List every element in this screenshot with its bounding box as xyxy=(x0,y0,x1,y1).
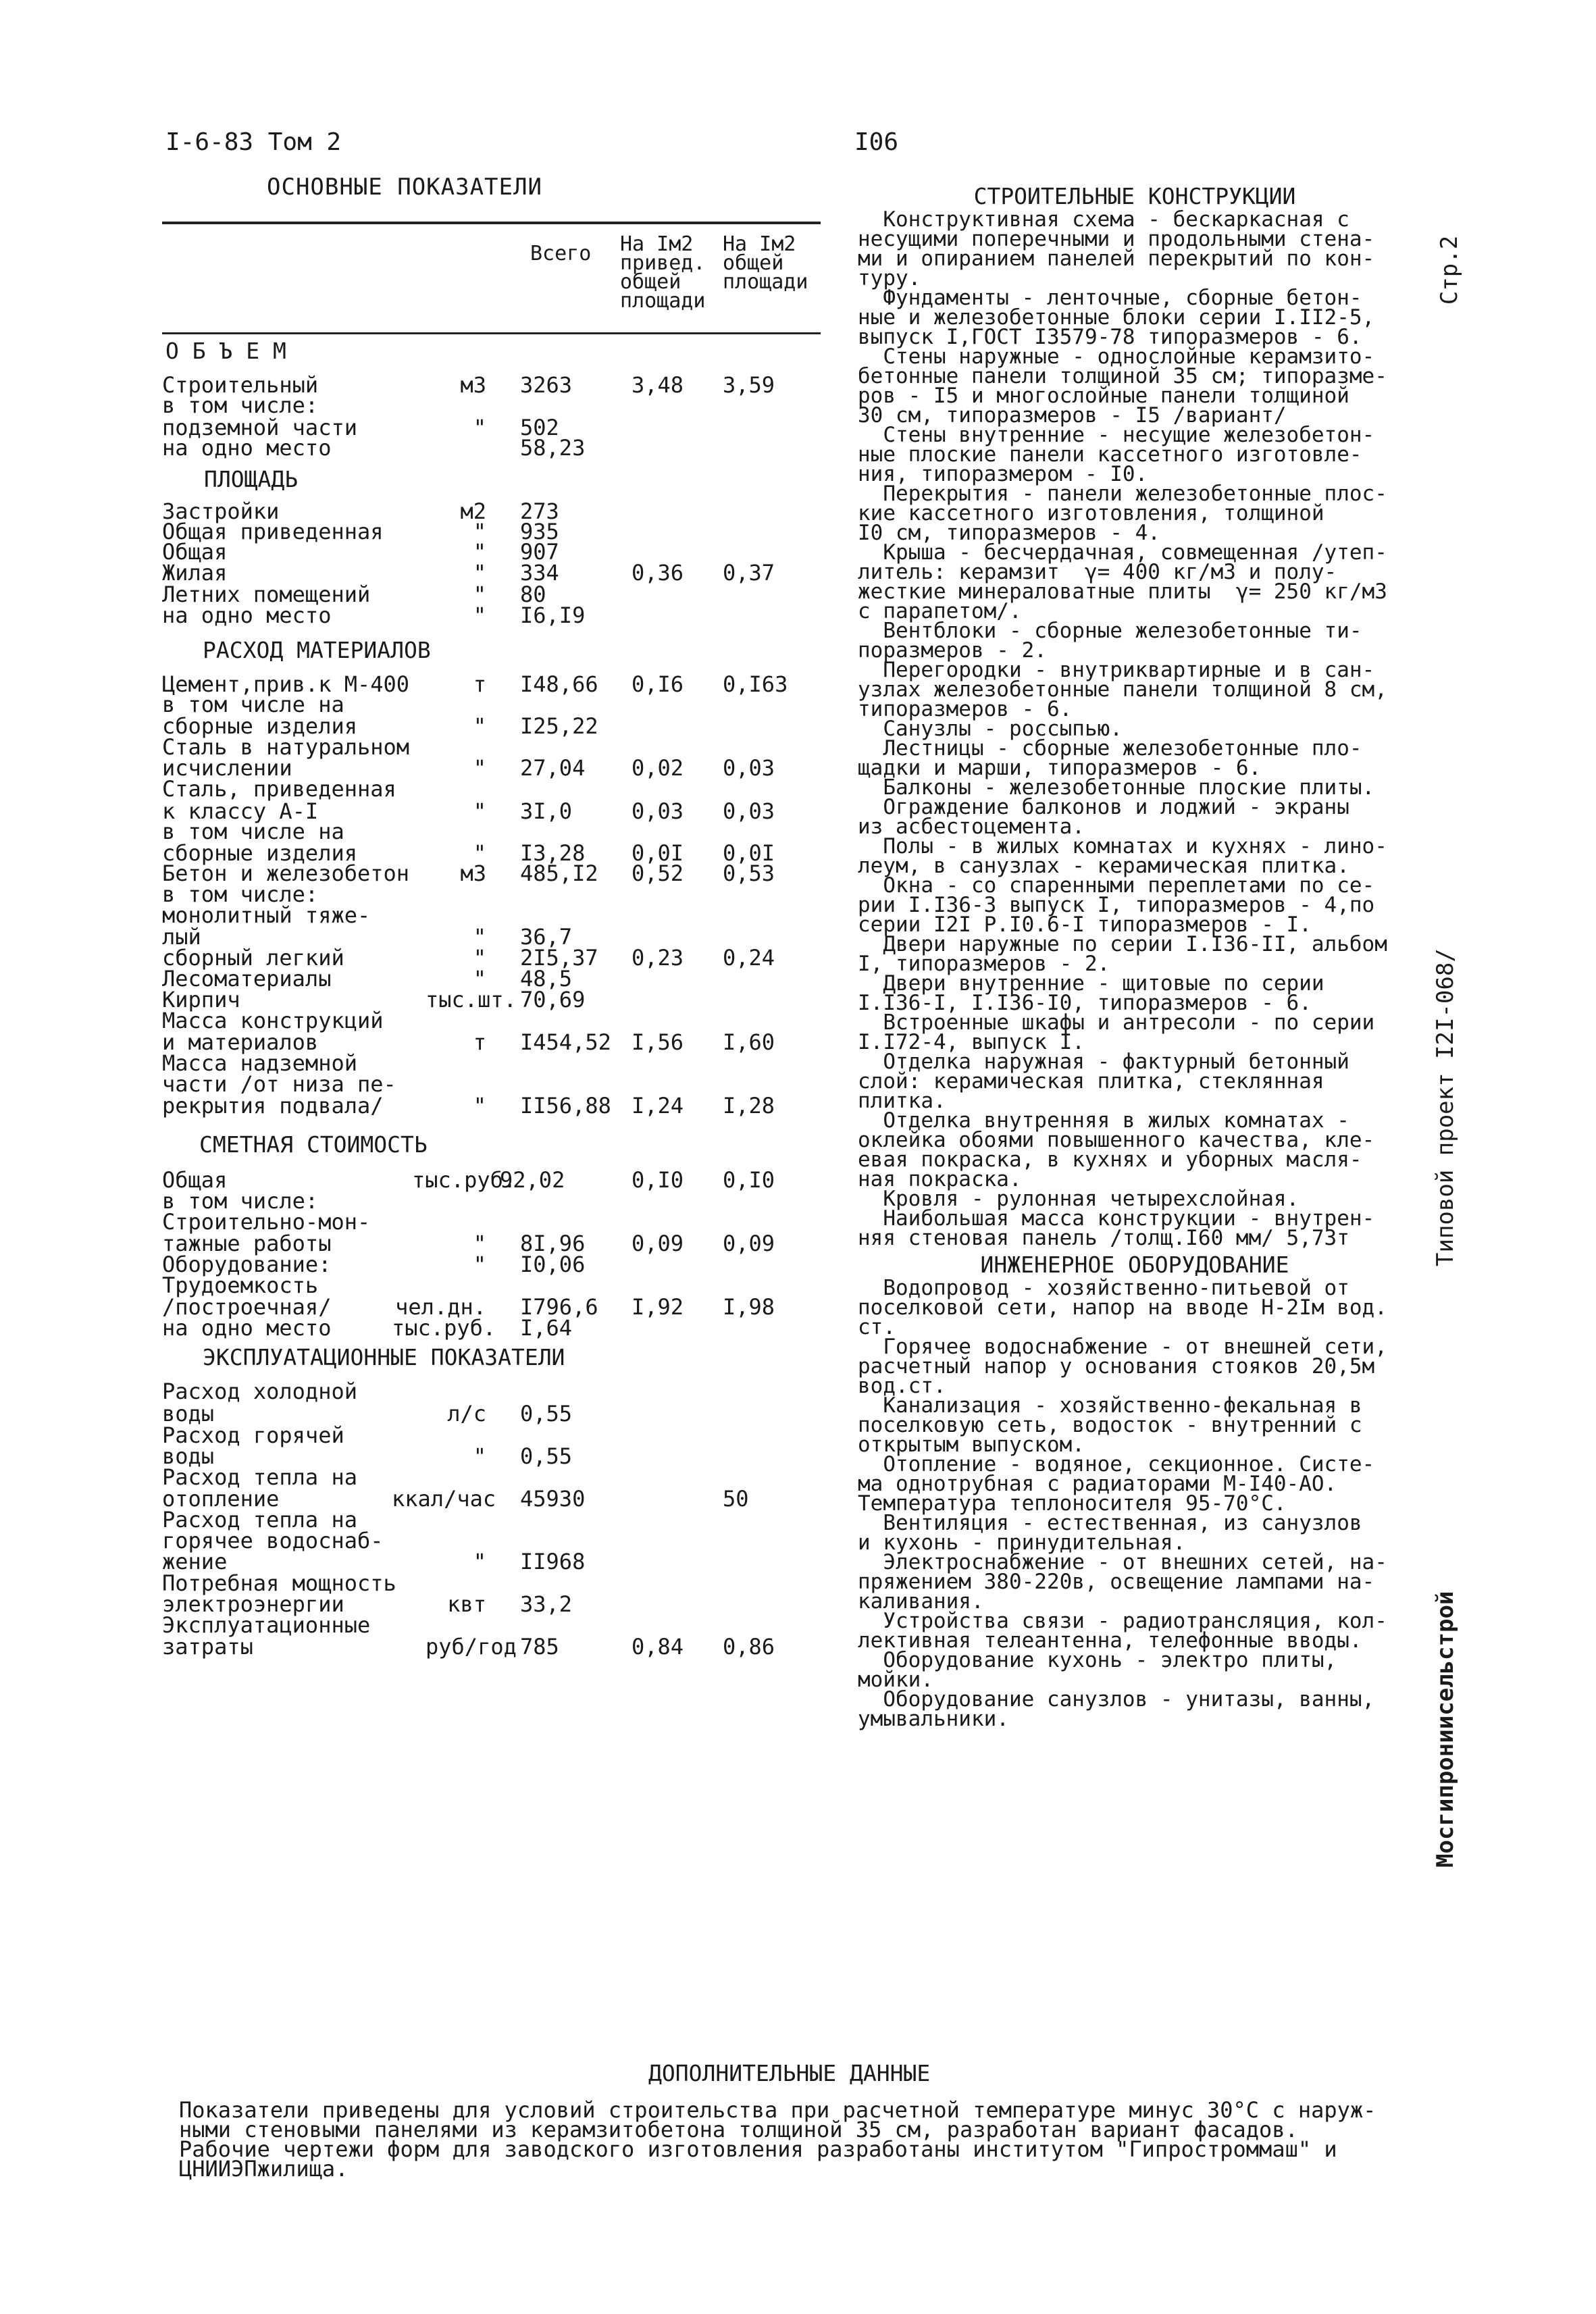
engineering-title: ИНЖЕНЕРНОЕ ОБОРУДОВАНИЕ xyxy=(980,1252,1289,1278)
main-indicators-title: ОСНОВНЫЕ ПОКАЗАТЕЛИ xyxy=(267,174,542,201)
side-project-label: Типовой проект I2I-068/ xyxy=(1432,948,1459,1266)
table-row: воды л/с 0,55 xyxy=(162,1401,573,1426)
additional-text: Показатели приведены для условий строительства при расчетной температуре минус 30°С с наруж- ными стеновыми панелями из керамзитобетона толщиной 35 см, разработан вариант фасадов. Рабочие чертежи форм для заводского изготовления разработаны институтом "Гипростроммаш" и ЦНИИЭПжилища. xyxy=(179,2097,1376,2182)
table-row: Расход тепла на xyxy=(162,1507,357,1533)
table-row: Расход холодной xyxy=(162,1379,357,1404)
col-per-total-header: На Iм2 общей площади xyxy=(723,232,808,294)
section-materials: РАСХОД МАТЕРИАЛОВ xyxy=(203,637,431,663)
col-total-header: Всего xyxy=(530,242,592,265)
page-number: I06 xyxy=(854,128,899,156)
table-row: /построечная/ чел.дн. I796,6 I,92 I,98 xyxy=(162,1294,775,1320)
table-row: Трудоемкость xyxy=(162,1272,319,1298)
table-row: Расход тепла на xyxy=(162,1464,357,1490)
table-row: электроэнергии квт 33,2 xyxy=(162,1591,573,1617)
table-row: Цемент,прив.к М-400 т I48,66 0,I6 0,I63 xyxy=(162,671,788,697)
table-row: рекрытия подвала/ " II56,88 I,24 I,28 xyxy=(162,1093,775,1119)
table-row: затраты руб/год 785 0,84 0,86 xyxy=(162,1634,775,1660)
section-volume: О Б Ъ Е М xyxy=(165,338,286,364)
table-row: на одно место " I6,I9 xyxy=(162,602,586,628)
table-row: Сталь в натуральном xyxy=(162,734,410,760)
table-row: Строительный м3 3263 3,48 3,59 xyxy=(162,372,775,398)
document-code: I-6-83 Том 2 xyxy=(165,128,342,156)
table-top-rule xyxy=(162,222,821,224)
table-row: Потребная мощность xyxy=(162,1570,396,1596)
table-row: Эксплуатационные xyxy=(162,1612,371,1638)
constructions-title: СТРОИТЕЛЬНЫЕ КОНСТРУКЦИИ xyxy=(973,183,1296,209)
table-row: Общая приведенная " 935 xyxy=(162,519,559,544)
table-row: горячее водоснаб- xyxy=(162,1528,384,1553)
table-row: Бетон и железобетон м3 485,I2 0,52 0,53 xyxy=(162,860,775,886)
table-row: на одно место 58,23 xyxy=(162,435,586,461)
table-row: Расход горячей xyxy=(162,1422,344,1448)
additional-title: ДОПОЛНИТЕЛЬНЫЕ ДАННЫЕ xyxy=(648,2060,931,2086)
table-row: части /от низа пе- xyxy=(162,1071,396,1097)
table-row: и материалов т I454,52 I,56 I,60 xyxy=(162,1029,775,1055)
table-row: в том числе: xyxy=(162,1188,319,1214)
table-row: Лесоматериалы " 48,5 xyxy=(162,966,573,992)
table-row: жение " II968 xyxy=(162,1549,586,1574)
table-row: Оборудование: " I0,06 xyxy=(162,1252,586,1277)
table-row: Общая тыс.руб. 92,02 0,I0 0,I0 xyxy=(162,1167,775,1193)
table-row: сборные изделия " I3,28 0,0I 0,0I xyxy=(162,840,775,866)
table-row: монолитный тяже- xyxy=(162,902,371,928)
table-row: в том числе: xyxy=(162,392,319,418)
table-row: Застройки м2 273 xyxy=(162,498,559,524)
section-operation: ЭКСПЛУАТАЦИОННЫЕ ПОКАЗАТЕЛИ xyxy=(203,1344,565,1370)
table-row: Сталь, приведенная xyxy=(162,776,396,802)
side-organization-label: Мосгипрониисельстрой xyxy=(1432,1591,1459,1868)
section-area: ПЛОЩАДЬ xyxy=(204,466,299,492)
table-row: в том числе: xyxy=(162,881,319,907)
table-row: Летних помещений " 80 xyxy=(162,582,546,607)
table-row: в том числе на xyxy=(162,692,344,717)
table-row: Масса надземной xyxy=(162,1050,357,1076)
table-row: отопление ккал/час 45930 50 xyxy=(162,1486,749,1512)
col-per-reduced-header: На Iм2 привед. общей площади xyxy=(620,232,706,313)
section-cost: СМЕТНАЯ СТОИМОСТЬ xyxy=(199,1131,428,1158)
table-row: Жилая " 334 0,36 0,37 xyxy=(162,560,775,586)
right-column xyxy=(858,182,1412,1729)
engineering-text: Водопровод - хозяйственно-питьевой от поселковой сети, напор на вводе Н-2Iм вод. ст. Горячее водоснабжение - от внешней сети, расчетный напор у основания стояков 20,5м вод.ст. Канализация - хозяйственно-фекальная в поселковую сеть, водосток - внутренний с открытым выпуском. Отопление - водяное, секционное. Систе- ма однотрубная с радиаторами М-I40-АО. Температура теплоносителя 95-70°С. Вентиляция - естественная, из санузлов и кухонь - принудительная. Электроснабжение - от внешних сетей, на- пряжением 380-220в, освещение лампами на- каливания. Устройства связи - радиотрансляция, кол- лективная телеантенна, телефонные вводы. Оборудование кухонь - электро плиты, мойки. Оборудование санузлов - унитазы, ванны, умывальники. xyxy=(858,1276,1387,1731)
table-row: Масса конструкций xyxy=(162,1008,384,1033)
table-row: в том числе на xyxy=(162,819,344,844)
table-row: Строительно-мон- xyxy=(162,1209,371,1235)
table-header-rule xyxy=(162,332,821,334)
table-row: сборные изделия " I25,22 xyxy=(162,713,598,739)
table-row: Кирпич тыс.шт. 70,69 xyxy=(162,987,586,1012)
table-row: к классу А-I " 3I,0 0,03 0,03 xyxy=(162,798,775,824)
table-row: лый " 36,7 xyxy=(162,924,573,950)
table-row: на одно место тыс.руб. I,64 xyxy=(162,1315,573,1341)
table-row: сборный легкий " 2I5,37 0,23 0,24 xyxy=(162,945,775,971)
side-page-label: Стр.2 xyxy=(1436,235,1464,305)
table-row: Общая " 907 xyxy=(162,539,559,565)
constructions-text: Конструктивная схема - бескаркасная с несущими поперечными и продольными стена- ми и опиранием панелей перекрытий по кон- туру. Фундаменты - ленточные, сборные бетон- ные и железобетонные блоки серии I.II2-5, выпуск I,ГОСТ I3579-78 типоразмеров - 6. Стены наружные - однослойные керамзито- бетонные панели толщиной 35 см; типоразме- ров - I5 и многослойные панели толщиной 30 см, типоразмеров - I5 /вариант/ Стены внутренние - несущие железобетон- ные плоские панели кассетного изготовле- ния, типоразмером - I0. Перекрытия - панели железобетонные плос- кие кассетного изготовления, толщиной I0 см, типоразмеров - 4. Крыша - бесчердачная, совмещенная /утеп- литель: керамзит γ= 400 кг/м3 и полу- жесткие минераловатные плиты γ= 250 кг/м3 с парапетом/. Вентблоки - сборные железобетонные ти- поразмеров - 2. Перегородки - внутриквартирные и в сан- узлах железобетонные панели толщиной 8 см, типоразмеров - 6. Санузлы - россыпью. Лестницы - сборные железобетонные пло- щадки и марши, типоразмеров - 6. Балконы - железобетонные плоские плиты. Ограждение балконов и лоджий - экраны из асбестоцемента. Полы - в жилых комнатах и кухнях - лино- леум, в санузлах - керамическая плитка. Окна - со спаренными переплетами по се- рии I.I36-3 выпуск I, типоразмеров - 4,по серии I2I Р.I0.6-I типоразмеров - I. Двери наружные по серии I.I36-II, альбом I, типоразмеров - 2. Двери внутренние - щитовые по серии I.I36-I, I.I36-I0, типоразмеров - 6. Встроенные шкафы и антресоли - по серии I.I72-4, выпуск I. Отделка наружная - фактурный бетонный слой: керамическая плитка, стеклянная плитка. Отделка внутренняя в жилых комнатах - оклейка обоями повышенного качества, кле- евая покраска, в кухнях и уборных масля- ная покраска. Кровля - рулонная четырехслойная. Наибольшая масса конструкции - внутрен- няя стеновая панель /толщ.I60 мм/ 5,73т xyxy=(858,207,1387,1250)
table-row: тажные работы " 8I,96 0,09 0,09 xyxy=(162,1231,775,1256)
table-row: воды " 0,55 xyxy=(162,1443,573,1469)
table-row: исчислении " 27,04 0,02 0,03 xyxy=(162,755,775,781)
table-row: подземной части " 502 xyxy=(162,415,559,440)
